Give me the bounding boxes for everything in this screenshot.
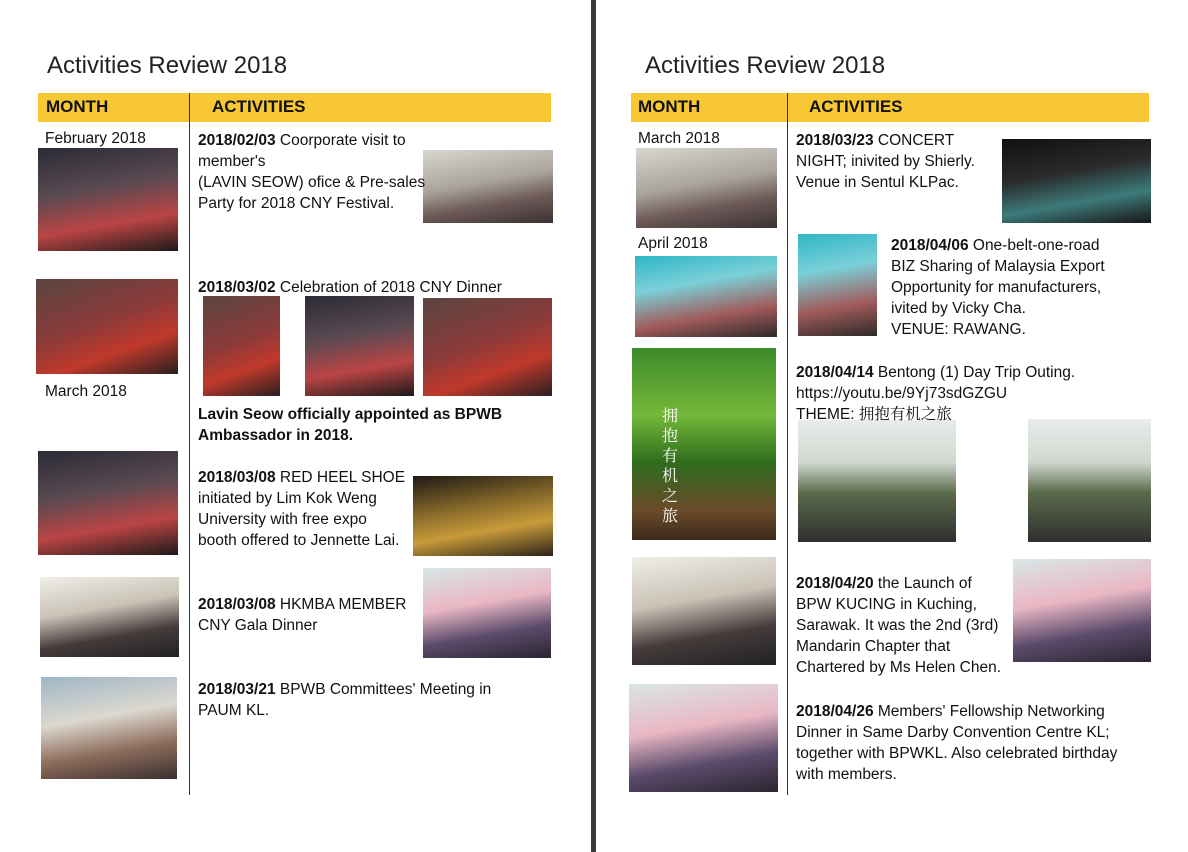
activity-text: booth offered to Jennette Lai.: [198, 532, 400, 549]
activity-date: 2018/04/06: [891, 237, 969, 254]
event-photo: [636, 148, 777, 228]
event-photo: [413, 476, 553, 556]
activity-link[interactable]: https://youtu.be/9Yj73sdGZGU: [796, 385, 1008, 402]
activity-text: Celebration of 2018 CNY Dinner: [275, 279, 502, 296]
month-label: March 2018: [45, 383, 127, 400]
event-photo: [798, 234, 877, 336]
event-photo: [1028, 419, 1151, 542]
month-label: April 2018: [638, 235, 708, 252]
activity-announcement: Lavin Seow officially appointed as BPWB: [198, 406, 503, 423]
activity-text: One-belt-one-road: [968, 237, 1100, 254]
month-label: March 2018: [638, 130, 720, 147]
page-title: Activities Review 2018: [47, 52, 288, 79]
event-photo: [423, 568, 551, 658]
activity-date: 2018/03/02: [198, 279, 276, 296]
event-photo: [1002, 139, 1151, 223]
event-photo: [38, 148, 178, 251]
table-header: [38, 93, 551, 122]
table-header: [631, 93, 1149, 122]
activity-date: 2018/02/03: [198, 132, 276, 149]
activity-entry: [198, 594, 420, 636]
activity-date: 2018/04/14: [796, 364, 874, 381]
activity-entry: [796, 701, 1176, 785]
activity-text: the Launch of: [873, 575, 972, 592]
activity-entry: [891, 235, 1151, 340]
activity-text: together with BPWKL. Also celebrated birthday: [796, 745, 1118, 762]
activity-text: (LAVIN SEOW) ofice & Pre-sales: [198, 174, 426, 191]
column-divider: [189, 93, 190, 795]
activity-text: University with free expo: [198, 511, 367, 528]
month-header: MONTH: [638, 97, 701, 116]
activity-entry: [796, 362, 1146, 425]
event-photo: [1013, 559, 1151, 662]
column-divider: [787, 93, 788, 795]
event-photo: [798, 420, 956, 542]
event-photo: [423, 298, 552, 396]
activity-text: Dinner in Same Darby Convention Centre KL;: [796, 724, 1110, 741]
activity-text: NIGHT; inivited by Shierly.: [796, 153, 975, 170]
activity-text: PAUM KL.: [198, 702, 270, 719]
activities-header: ACTIVITIES: [212, 97, 306, 116]
event-photo: [41, 677, 177, 779]
event-photo: [635, 256, 777, 337]
event-photo: [38, 451, 178, 555]
event-photo: [423, 150, 553, 223]
activity-entry: [796, 573, 1011, 678]
poster-title: 拥抱有机之旅: [662, 406, 679, 525]
activity-date: 2018/04/26: [796, 703, 874, 720]
activity-text: CONCERT: [873, 132, 955, 149]
page-title: Activities Review 2018: [645, 52, 886, 79]
month-header: MONTH: [46, 97, 109, 116]
activity-text: Members' Fellowship Networking: [873, 703, 1105, 720]
activity-text: Sarawak. It was the 2nd (3rd): [796, 617, 999, 634]
activity-text: Opportunity for manufacturers,: [891, 279, 1102, 296]
activity-text: BPW KUCING in Kuching,: [796, 596, 977, 613]
activity-entry: [198, 467, 418, 551]
activity-entry: [796, 130, 996, 193]
activity-text: BIZ Sharing of Malaysia Export: [891, 258, 1105, 275]
event-photo: [629, 684, 778, 792]
event-photo: [203, 296, 280, 396]
activity-date: 2018/03/08: [198, 469, 276, 486]
event-photo: [36, 279, 178, 374]
activity-text: with members.: [796, 766, 897, 783]
activity-date: 2018/03/23: [796, 132, 874, 149]
activity-text: Coorporate visit to member's: [198, 132, 406, 170]
activity-announcement: Ambassador in 2018.: [198, 427, 354, 444]
activity-date: 2018/03/08: [198, 596, 276, 613]
activity-text: initiated by Lim Kok Weng: [198, 490, 377, 507]
activity-text: Bentong (1) Day Trip Outing.: [873, 364, 1076, 381]
activity-text: Venue in Sentul KLPac.: [796, 174, 959, 191]
activity-entry: [198, 679, 558, 721]
activity-date: 2018/03/21: [198, 681, 276, 698]
event-photo: [40, 577, 179, 657]
activity-text: VENUE: RAWANG.: [891, 321, 1026, 338]
month-label: February 2018: [45, 130, 146, 147]
event-photo: [305, 296, 414, 396]
right-page: [596, 0, 1188, 852]
event-photo: [632, 557, 776, 665]
event-poster: [632, 348, 776, 540]
activity-text: Mandarin Chapter that: [796, 638, 951, 655]
activity-text: RED HEEL SHOE: [275, 469, 406, 486]
activity-text: ivited by Vicky Cha.: [891, 300, 1026, 317]
activity-text: HKMBA MEMBER: [275, 596, 407, 613]
activities-header: ACTIVITIES: [809, 97, 903, 116]
activity-entry: [198, 277, 558, 298]
activity-text: Party for 2018 CNY Festival.: [198, 195, 395, 212]
activity-text: Chartered by Ms Helen Chen.: [796, 659, 1002, 676]
activity-date: 2018/04/20: [796, 575, 874, 592]
activity-text: THEME: 拥抱有机之旅: [796, 406, 952, 423]
activity-entry: [198, 130, 428, 214]
activity-text: CNY Gala Dinner: [198, 617, 318, 634]
activity-text: BPWB Committees' Meeting in: [275, 681, 492, 698]
left-page: [0, 0, 591, 852]
activity-entry: [198, 404, 558, 446]
